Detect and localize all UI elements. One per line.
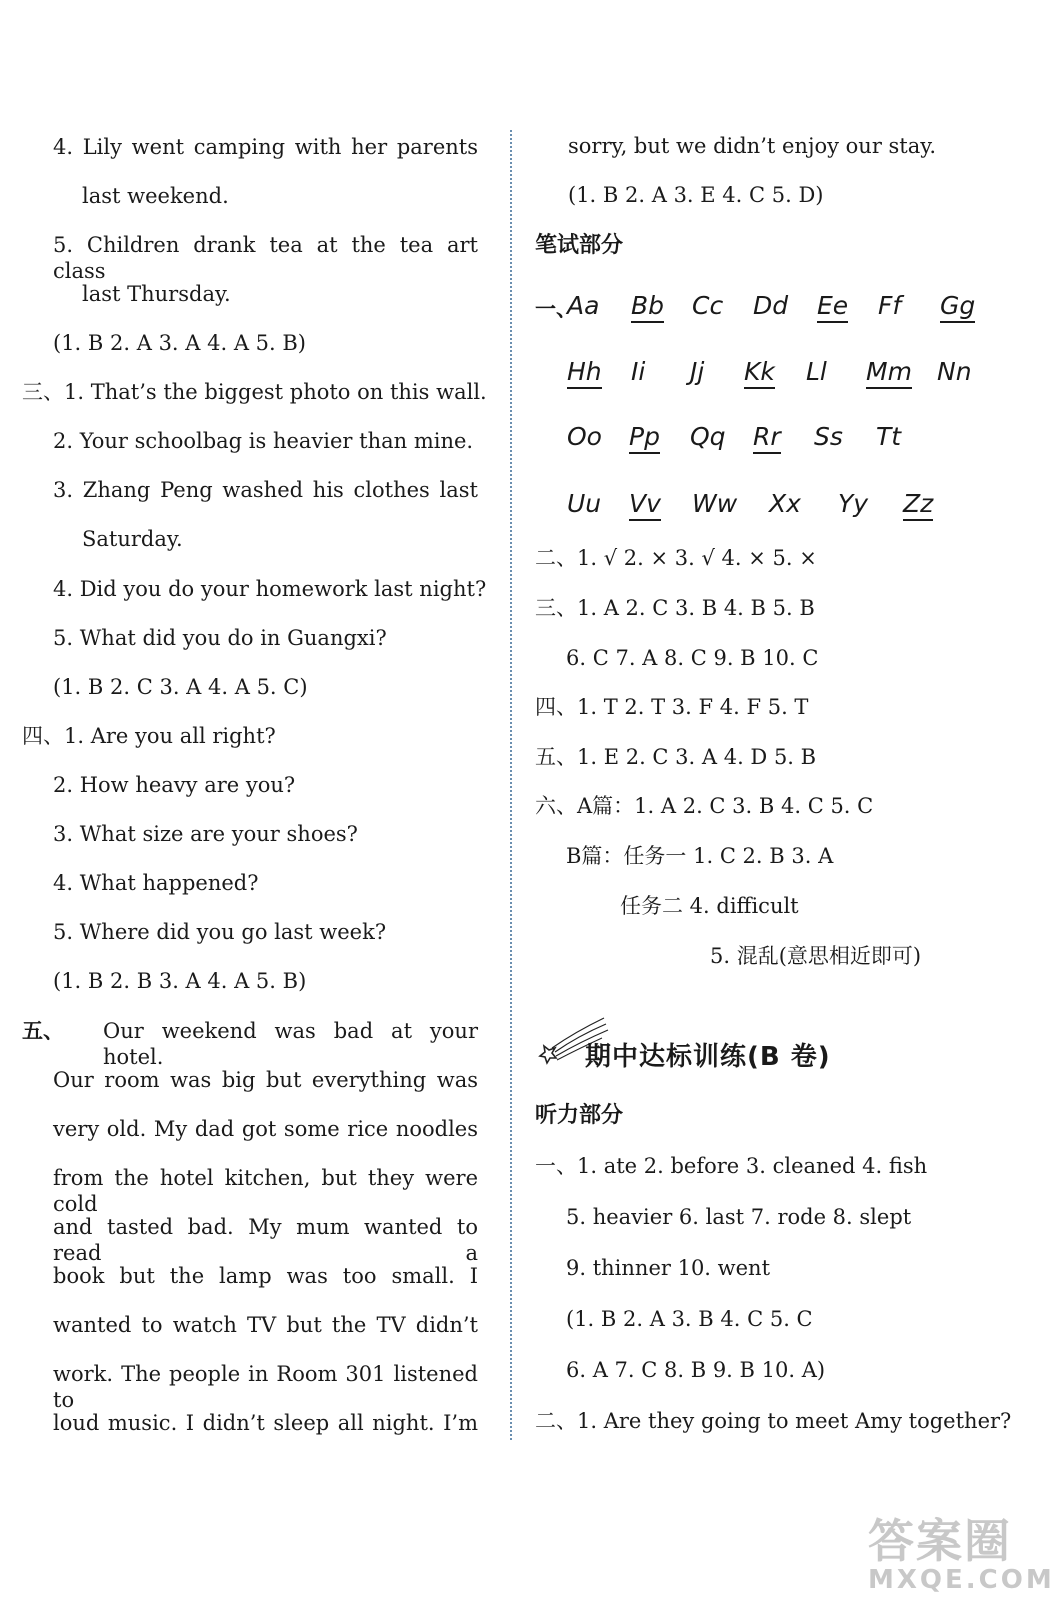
left-line: 5. Children drank tea at the tea art class	[53, 233, 478, 283]
letter-Pp: Pp	[629, 424, 660, 450]
letter-Rr: Rr	[753, 424, 781, 450]
section-5-answers: 五、1. E 2. C 3. A 4. D 5. B	[535, 745, 817, 769]
answer-key: (1. B 2. B 3. A 4. A 5. B)	[53, 969, 307, 993]
section-5-label: 五、	[22, 1018, 64, 1043]
letter-Bb: Bb	[631, 293, 664, 319]
letter-Zz: Zz	[903, 491, 933, 517]
section-3-item-5: 5. What did you do in Guangxi?	[53, 626, 387, 650]
passage-line: loud music. I didn’t sleep all night. I’m	[53, 1411, 478, 1435]
section-2-answers: 二、1. √ 2. × 3. √ 4. × 5. ×	[535, 546, 817, 570]
letter-Gg: Gg	[940, 293, 975, 319]
letter-Tt: Tt	[876, 422, 902, 451]
section-3-item-3: 3. Zhang Peng washed his clothes last	[53, 478, 478, 502]
letter-Nn: Nn	[937, 357, 972, 386]
answer-key: (1. B 2. A 3. B 4. C 5. C	[566, 1307, 813, 1331]
section-6-task-2-item-5: 5. 混乱(意思相近即可)	[710, 944, 922, 968]
left-line: last weekend.	[82, 184, 229, 208]
listening-1-answers-cont: 5. heavier 6. last 7. rode 8. slept	[566, 1205, 912, 1229]
passage-line: book but the lamp was too small. I	[53, 1264, 478, 1288]
section-4-item-3: 3. What size are your shoes?	[53, 822, 358, 846]
letter-Ll: Ll	[806, 357, 827, 386]
watermark: 答案圈 MXQE.COM	[868, 1514, 1055, 1595]
answer-key-cont: 6. A 7. C 8. B 9. B 10. A)	[566, 1358, 826, 1382]
letter-Xx: Xx	[769, 489, 801, 518]
letter-Dd: Dd	[753, 291, 789, 320]
passage-line: Our weekend was bad at your hotel.	[103, 1019, 478, 1069]
letter-Uu: Uu	[567, 489, 602, 518]
listening-1-answers-cont: 9. thinner 10. went	[566, 1256, 771, 1280]
passage-line: work. The people in Room 301 listened to	[53, 1362, 478, 1412]
letter-Oo: Oo	[567, 422, 602, 451]
passage-line: sorry, but we didn’t enjoy our stay.	[568, 134, 937, 158]
section-6-task-1: B篇：任务一 1. C 2. B 3. A	[566, 844, 834, 868]
letter-Jj: Jj	[690, 357, 705, 386]
section-4-item-5: 5. Where did you go last week?	[53, 920, 387, 944]
section-3-item-4: 4. Did you do your homework last night?	[53, 577, 487, 601]
letter-Vv: Vv	[629, 491, 661, 517]
letter-Yy: Yy	[838, 489, 869, 518]
section-3-answers: 三、1. A 2. C 3. B 4. B 5. B	[535, 596, 815, 620]
section-4-item-2: 2. How heavy are you?	[53, 773, 296, 797]
answer-key: (1. B 2. C 3. A 4. A 5. C)	[53, 675, 308, 699]
column-divider	[510, 130, 512, 1440]
passage-line: wanted to watch TV but the TV didn’t	[53, 1313, 478, 1337]
passage-line: Our room was big but everything was	[53, 1068, 478, 1092]
section-banner-title: 期中达标训练(B 卷)	[585, 1042, 831, 1072]
answer-key: (1. B 2. A 3. E 4. C 5. D)	[568, 183, 824, 207]
listening-section-heading: 听力部分	[535, 1103, 624, 1128]
section-1-label: 一、	[535, 296, 577, 321]
listening-2-item-1: 二、1. Are they going to meet Amy together?	[535, 1409, 1012, 1433]
letter-Ww: Ww	[692, 489, 738, 518]
letter-Mm: Mm	[866, 359, 912, 385]
letter-Kk: Kk	[744, 359, 775, 385]
passage-line: from the hotel kitchen, but they were cold	[53, 1166, 478, 1216]
letter-Ee: Ee	[817, 293, 848, 319]
section-3-item-1: 三、1. That’s the biggest photo on this wall.	[22, 380, 487, 404]
letter-Cc: Cc	[692, 291, 724, 320]
passage-line: and tasted bad. My mum wanted to read a	[53, 1215, 478, 1265]
listening-1-answers: 一、1. ate 2. before 3. cleaned 4. fish	[535, 1154, 928, 1178]
section-4-item-1: 四、1. Are you all right?	[22, 724, 276, 748]
passage-line: very old. My dad got some rice noodles	[53, 1117, 478, 1141]
section-4-answers: 四、1. T 2. T 3. F 4. F 5. T	[535, 695, 809, 719]
section-6-task-2: 任务二 4. difficult	[620, 894, 799, 918]
section-3-answers-cont: 6. C 7. A 8. C 9. B 10. C	[566, 646, 819, 670]
letter-Ii: Ii	[631, 357, 646, 386]
section-6-answers: 六、A篇：1. A 2. C 3. B 4. C 5. C	[535, 794, 874, 818]
section-4-item-4: 4. What happened?	[53, 871, 259, 895]
letter-Ff: Ff	[878, 291, 902, 320]
answer-key: (1. B 2. A 3. A 4. A 5. B)	[53, 331, 307, 355]
section-3-item-2: 2. Your schoolbag is heavier than mine.	[53, 429, 474, 453]
letter-Ss: Ss	[814, 422, 843, 451]
left-line: last Thursday.	[82, 282, 231, 306]
written-section-heading: 笔试部分	[535, 233, 624, 258]
left-line: 4. Lily went camping with her parents	[53, 135, 478, 159]
letter-Aa: Aa	[567, 291, 600, 320]
letter-Qq: Qq	[690, 422, 726, 451]
letter-Hh: Hh	[567, 359, 602, 385]
section-3-item-3-cont: Saturday.	[82, 527, 183, 551]
